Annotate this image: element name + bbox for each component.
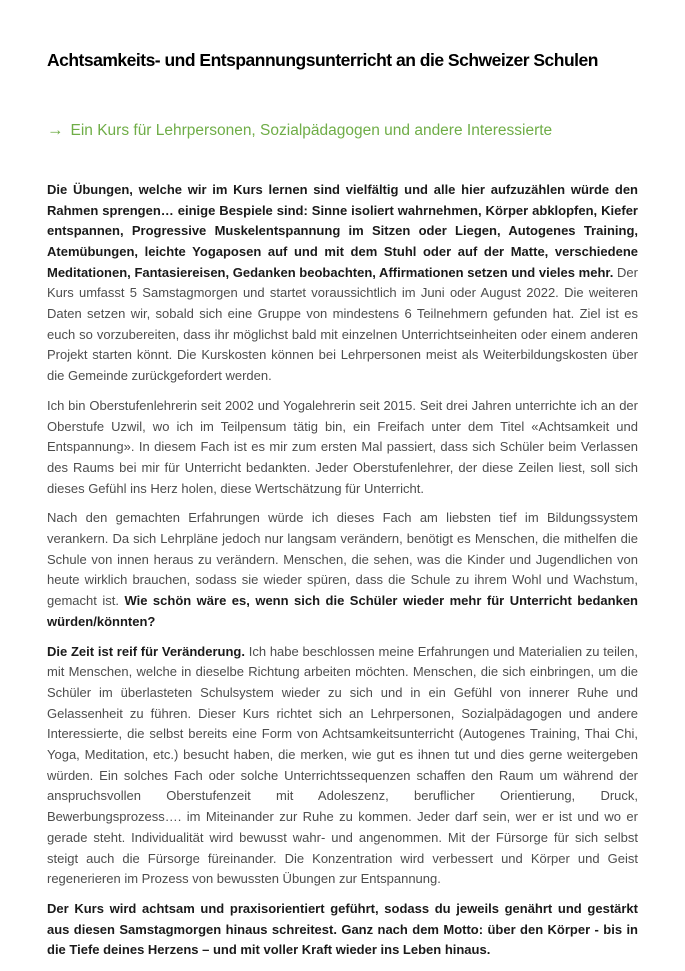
paragraph-segment: Ich habe beschlossen meine Erfahrungen und Materialien zu teilen, mit Menschen, welche in dieselbe Richtung arbeiten möchten. Menschen, die sich einbringen, um die Schüler im überlasteten Schulsystem wieder zu sich und in ein Gefühl von innerer Ruhe und Gelassenheit zu führen. Dieser Kurs richtet sich an Lehrpersonen, Sozialpädagogen und andere Interessierte, die selbst bereits eine Form von Achtsamkeitsunterricht (Autogenes Training, Thai Chi, Yoga, Meditation, etc.) besucht haben, die merken, wie gut es ihnen tut und dies gerne weitergeben würden. Ein solches Fach oder solche Unterrichtssequenzen schaffen den Raum um während der anspruchsvollen Oberstufenzeit mit Adoleszenz, beruflicher Orientierung, Druck, Bewerbungsprozess…. im Miteinander zur Ruhe zu kommen. Jeder darf sein, wer er ist und wo er gerade steht. Individualität wird bewusst wahr- und angenommen. Mit der Fürsorge für sich selbst steigt auch die Fürsorge füreinander. Die Konzentration wird verbessert und Körper und Geist regenerieren im Prozess von bewussten Übungen zur Entspannung. — [47, 643, 638, 887]
paragraph-segment: Der Kurs wird achtsam und praxisorientiert geführt, sodass du jeweils genährt und gestärkt aus diesen Samstagmorgen hinaus schreitest. Ganz nach dem Motto: über den Körper - bis in die Tiefe deines Herzens – und mit voller Kraft wieder ins Leben hinaus. — [47, 901, 638, 958]
paragraph-segment: Die Übungen, welche wir im Kurs lernen sind vielfältig und alle hier aufzuzählen würde den Rahmen sprengen… einige Bespiele sind: Sinne isoliert wahrnehmen, Körper abklopfen, Kiefer entspannen, Progressive Muskelentspannung im Sitzen oder Liegen, Autogenes Training, Atemübungen, leichte Yogaposen auf und mit dem Stuhl oder auf der Matte, verschiedene Meditationen, Fantasiereisen, Gedanken beobachten, Affirmationen setzen und vieles mehr. — [47, 181, 638, 280]
arrow-right-icon: → — [47, 120, 64, 139]
paragraph-time-for-change — [47, 642, 638, 890]
paragraph-segment: Nach den gemachten Erfahrungen würde ich dieses Fach am liebsten tief im Bildungssystem verankern. Da sich Lehrpläne jedoch nur langsam verändern, benötigt es Menschen, die mithelfen die Schule von innen heraus zu verändern. Menschen, die sehen, was die Kinder und Jugendlichen von heute wirklich brauchen, sodass sie wieder spüren, dass die Schule zu ihrem Wohl und Wachstum, gemacht ist. — [47, 510, 638, 609]
paragraph-segment: Ich bin Oberstufenlehrerin seit 2002 und Yogalehrerin seit 2015. Seit drei Jahren unterrichte ich an der Oberstufe Uzwil, wo ich im Teilpensum tätig bin, ein Freifach unter dem Titel «Achtsamkeit und Entspannung». In diesem Fach ist es mir zum ersten Mal passiert, dass sich Schüler beim Verlassen des Raums bei mir für Unterricht bedankten. Jeder Oberstufenlehrer, der diese Zeilen liest, soll sich dieses Gefühl ins Herz holen, diese Wertschätzung für Unterricht. — [47, 397, 638, 496]
paragraph-segment: Die Zeit ist reif für Veränderung. — [47, 643, 249, 659]
course-subtitle — [47, 119, 638, 142]
paragraph-course-overview — [47, 180, 638, 387]
paragraph-teacher-background — [47, 396, 638, 500]
paragraph-vision — [47, 508, 638, 632]
course-subtitle-text: Ein Kurs für Lehrpersonen, Sozialpädagogen und andere Interessierte — [70, 121, 553, 139]
paragraph-segment: Der Kurs umfasst 5 Samstagmorgen und startet voraussichtlich im Juni oder August 2022. Die weiteren Daten setzen wir, sobald sich eine Gruppe von mindestens 6 Teilnehmern gefunden hat. Ziel ist es euch so vorzubereiten, dass ihr möglichst bald mit einzelnen Unterrichtseinheiten oder einem anderen Projekt starten könnt. Die Kurskosten können bei Lehrpersonen meist als Weiterbildungskosten über die Gemeinde zurückgefordert werden. — [47, 264, 638, 384]
page-title: Achtsamkeits- und Entspannungsunterricht an die Schweizer Schulen — [47, 50, 598, 70]
document-body — [47, 180, 638, 961]
paragraph-segment: Wie schön wäre es, wenn sich die Schüler wieder mehr für Unterricht bedanken würden/könnten? — [47, 593, 638, 629]
paragraph-closing — [47, 899, 638, 961]
